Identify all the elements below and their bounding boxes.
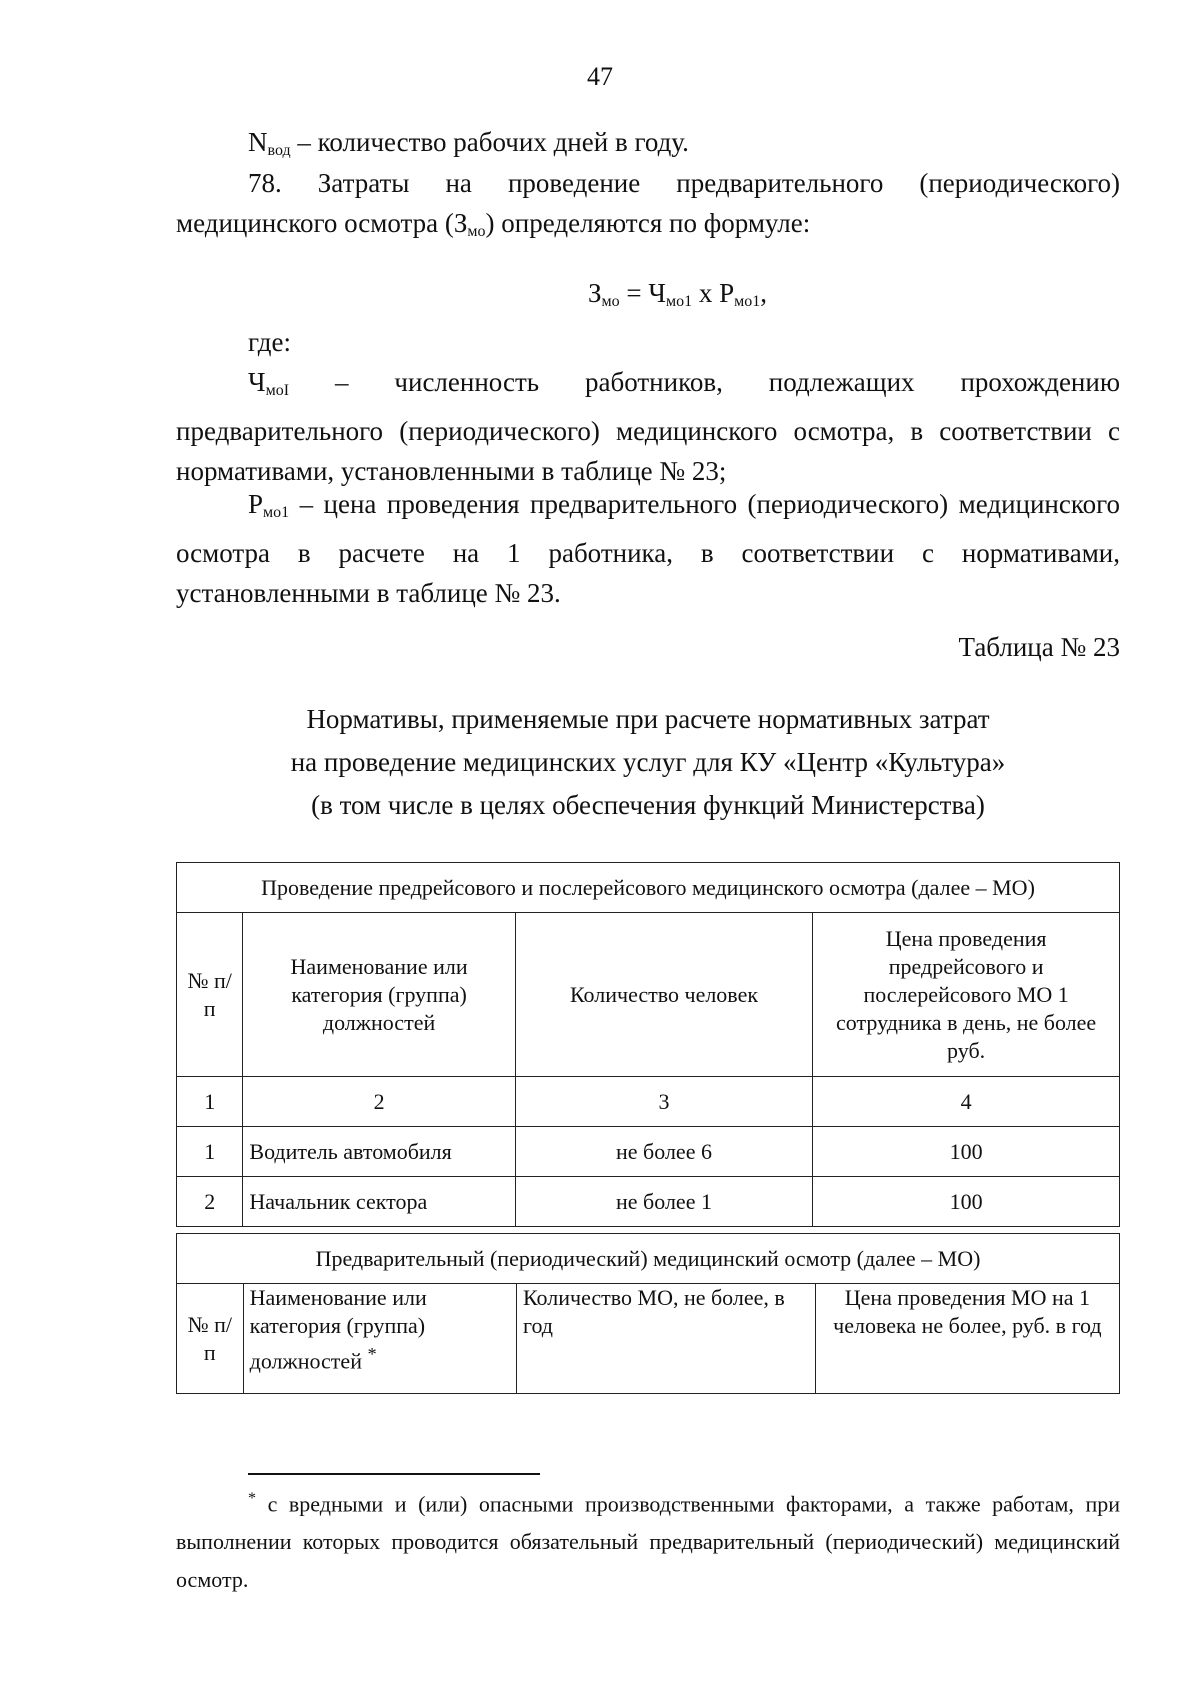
table-row	[177, 1177, 1120, 1227]
definition-ch	[176, 362, 1120, 491]
symbol-p: Р	[248, 489, 264, 519]
formula-lhs-sub: мо	[601, 293, 620, 310]
cell-price: 100	[813, 1177, 1120, 1227]
header-people-count: Количество человек	[515, 913, 812, 1077]
footnote-divider	[248, 1473, 540, 1475]
cell-position: Водитель автомобиля	[243, 1127, 515, 1177]
paragraph-78	[176, 163, 1120, 252]
column-number: 1	[177, 1077, 243, 1127]
footnote-mark: *	[367, 1344, 377, 1364]
table-periodic-inspection	[176, 1233, 1120, 1394]
symbol-ch: Ч	[248, 367, 266, 397]
cell-number: 2	[177, 1177, 243, 1227]
column-number: 4	[813, 1077, 1120, 1127]
formula-eq: = Ч	[619, 278, 666, 308]
footnote-mark: *	[248, 1490, 256, 1507]
table-caption: Таблица № 23	[958, 632, 1120, 662]
formula-lhs: З	[588, 278, 602, 308]
formula-x: х Р	[692, 278, 735, 308]
page-number: 47	[587, 62, 613, 91]
cell-number: 1	[177, 1127, 243, 1177]
column-number: 2	[243, 1077, 515, 1127]
header-price: Цена проведения предрейсового и послерейсового МО 1 сотрудника в день, не более руб.	[813, 913, 1120, 1077]
table-row	[177, 1127, 1120, 1177]
header-price: Цена проведения МО на 1 человека не более, руб. в год	[815, 1284, 1119, 1394]
subscript-mo: мо	[467, 223, 486, 240]
nvod-definition: – количество рабочих дней в году.	[290, 127, 689, 157]
section-title: Предварительный (периодический) медицинский осмотр (далее – МО)	[177, 1234, 1120, 1284]
header-number: № п/п	[177, 1284, 244, 1394]
definition-p	[176, 484, 1120, 613]
table-pre-trip-inspection	[176, 862, 1120, 1227]
column-number: 3	[515, 1077, 812, 1127]
cell-price: 100	[813, 1127, 1120, 1177]
definition-p-text: – цена проведения предварительного (периодического) медицинского осмотра в расчете на 1 работника, в соответствии с нормативами, установленными в таблице № 23.	[176, 489, 1120, 608]
formula-tail: ,	[760, 278, 767, 308]
footnote-text: с вредными и (или) опасными производственными факторами, а также работам, при выполнении которых проводится обязательный предварительный (периодический) медицинский осмотр.	[176, 1491, 1120, 1593]
footnote	[176, 1480, 1120, 1599]
formula	[588, 278, 767, 311]
header-number: № п/п	[177, 913, 243, 1077]
header-inspection-count: Количество МО, не более, в год	[516, 1284, 815, 1394]
header-position: Наименование или категория (группа) должностей	[243, 913, 515, 1077]
subscript-p: мо1	[263, 504, 290, 521]
table-title-line-1: Нормативы, применяемые при расчете нормативных затрат	[306, 704, 990, 734]
paragraph-78-text: 78. Затраты на проведение предварительного (периодического) медицинского осмотра (З	[176, 168, 1120, 238]
table-title	[176, 698, 1120, 827]
subscript-ch: моI	[265, 382, 290, 399]
paragraph-78-tail: ) определяются по формуле:	[485, 208, 811, 238]
formula-p-sub: мо1	[734, 293, 761, 310]
cell-people-count: не более 6	[515, 1127, 812, 1177]
header-position-text: Наименование или категория (группа) должностей	[249, 1285, 427, 1374]
cell-people-count: не более 1	[515, 1177, 812, 1227]
subscript-vod: вод	[267, 142, 291, 159]
formula-ch-sub: мо1	[665, 293, 693, 310]
section-title: Проведение предрейсового и послерейсового медицинского осмотра (далее – МО)	[177, 863, 1120, 913]
definition-ch-text: – численность работников, подлежащих прохождению предварительного (периодического) медицинского осмотра, в соответствии с нормативами, установленными в таблице № 23;	[176, 367, 1120, 486]
cell-position: Начальник сектора	[243, 1177, 515, 1227]
where-label: где:	[248, 327, 291, 357]
table-title-line-3: (в том числе в целях обеспечения функций Министерства)	[311, 790, 985, 820]
symbol-n: N	[248, 127, 268, 157]
header-position	[243, 1284, 516, 1394]
table-title-line-2: на проведение медицинских услуг для КУ «Центр «Культура»	[290, 747, 1006, 777]
